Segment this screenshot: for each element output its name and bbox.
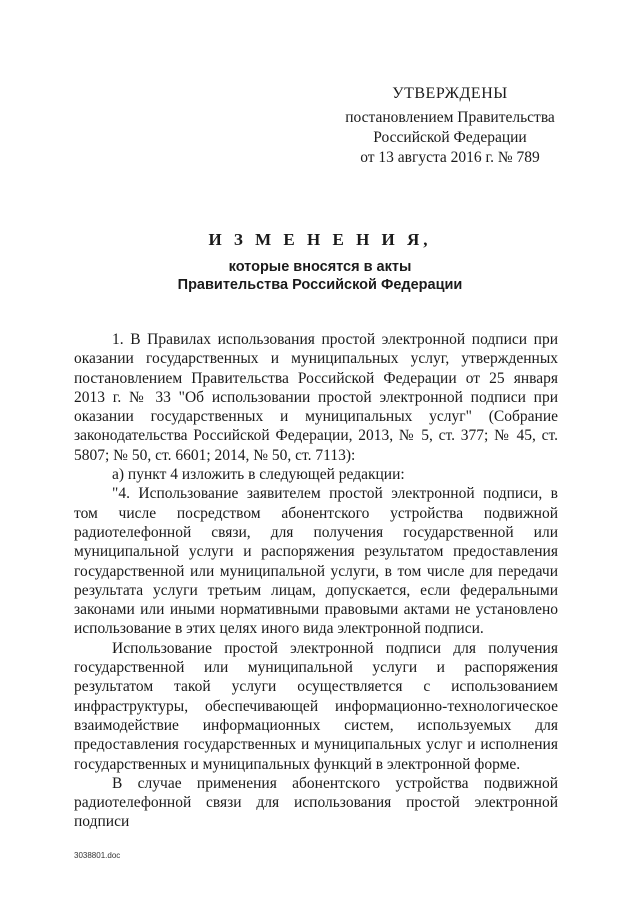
document-heading bbox=[60, 230, 580, 294]
approval-line-federation: Российской Федерации bbox=[373, 129, 527, 146]
paragraph-3: "4. Использование заявителем простой электронной подписи, в том числе посредством абонентского устройства подвижной радиотелефонной связи, для получения государственной или муниципальной услуги и распоряжения результатом предоставления государственной или муниципальной услуги, в том числе для передачи результата услуги третьим лицам, допускается, если федеральными законами или иными нормативными правовыми актами не установлено использование в этих целях иного вида электронной подписи. bbox=[74, 485, 558, 638]
paragraph-2: а) пункт 4 изложить в следующей редакции: bbox=[112, 466, 405, 484]
document-body bbox=[74, 330, 558, 832]
document-subtitle-line2: Правительства Российской Федерации bbox=[177, 277, 463, 293]
approved-title: УТВЕРЖДЕНЫ bbox=[392, 85, 508, 102]
approval-stamp bbox=[300, 84, 600, 168]
paragraph-1: 1. В Правилах использования простой электронной подписи при оказании государственных и муниципальных услуг, утвержденных постановлением Правительства Российской Федерации от 25 января 2013 г. № 33 "Об использовании простой электронной подписи при оказании государственных и муниципальных услуг" (Собрание законодательства Российской Федерации, 2013, № 5, ст. 377; № 45, ст. 5807; № 50, ст. 6601; 2014, № 50, ст. 7113): bbox=[74, 331, 558, 464]
approval-line-date: от 13 августа 2016 г. № 789 bbox=[360, 149, 540, 166]
file-code: 3038801.doc bbox=[74, 851, 121, 860]
paragraph-4: Использование простой электронной подписи для получения государственной или муниципальной услуги и распоряжения результатом такой услуги осуществляется с использованием инфраструктуры, обеспечивающей информационно-технологическое взаимодействие информационных систем, используемых для предоставления государственных и муниципальных услуг и исполнения государственных и муниципальных функций в электронной форме. bbox=[74, 639, 558, 773]
paragraph-5: В случае применения абонентского устройства подвижной радиотелефонной связи для использования простой электронной подписи bbox=[74, 774, 558, 831]
document-title: И З М Е Н Е Н И Я, bbox=[208, 230, 432, 249]
approval-line-resolution: постановлением Правительства bbox=[345, 109, 555, 126]
document-subtitle-line1: которые вносятся в акты bbox=[228, 259, 412, 275]
